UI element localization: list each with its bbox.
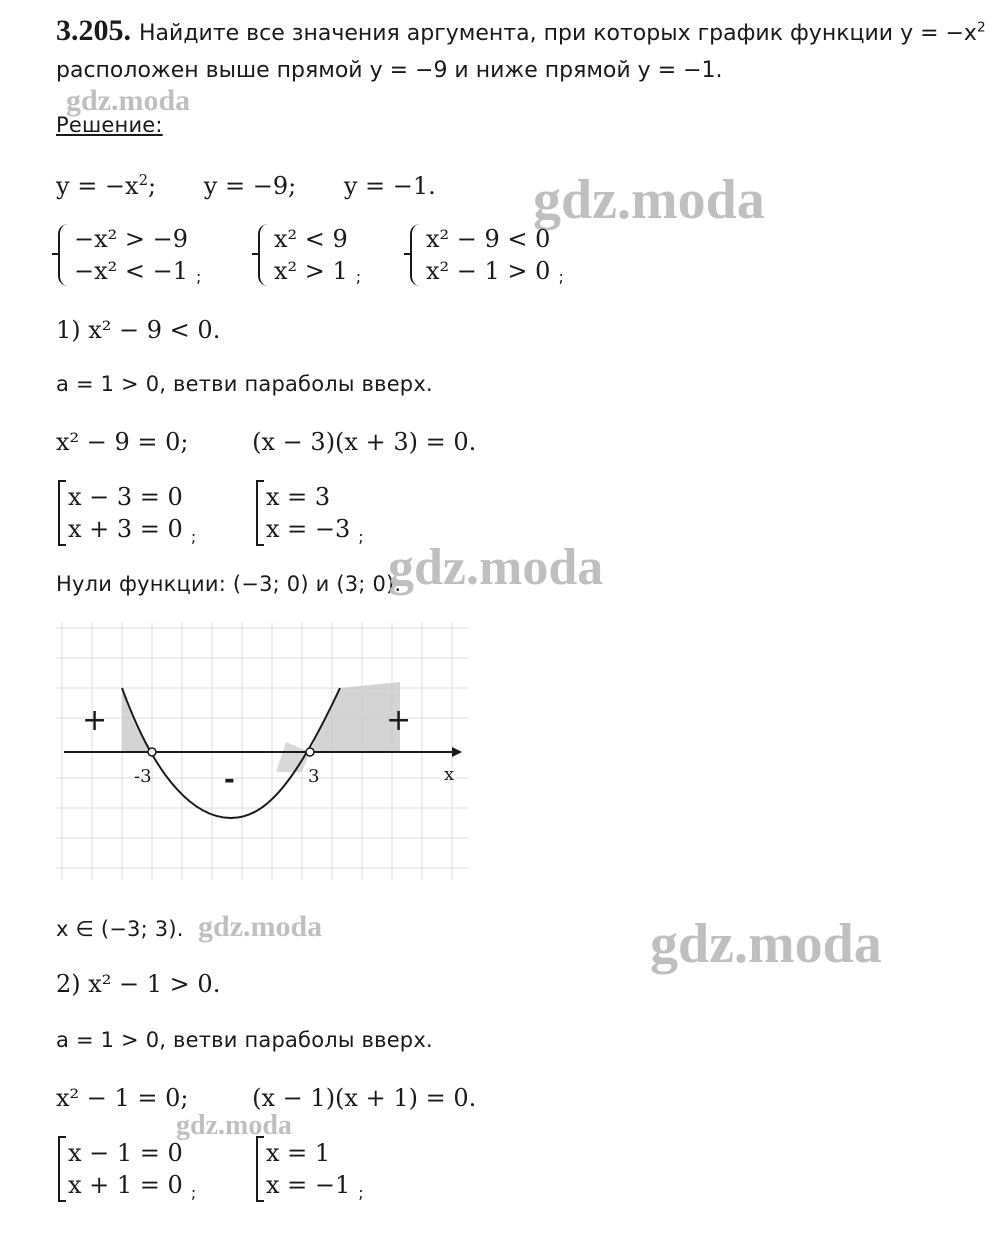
part2-factored: (x − 1)(x + 1) = 0. [252, 1084, 477, 1112]
set-row: x − 1 = 0 [68, 1139, 183, 1167]
watermark: gdz.moda [533, 169, 765, 231]
part1-title: 1) x² − 9 < 0. [56, 316, 221, 344]
system-row: x² − 9 < 0 [426, 225, 551, 253]
bracket-icon [256, 480, 264, 546]
set-row: x = −3 [266, 515, 351, 543]
part2-equation-line [56, 1084, 476, 1112]
parabola-sign-graph [56, 622, 468, 880]
watermark: gdz.moda [66, 84, 191, 117]
solution-label: Решение: [56, 113, 163, 137]
part2-branches: a = 1 > 0, ветви параболы вверх. [56, 1028, 433, 1052]
x-axis-arrow-icon [452, 747, 462, 757]
brace-icon [258, 224, 272, 286]
brace-icon [58, 224, 72, 286]
system-3 [410, 224, 564, 286]
set-row: x = 3 [266, 483, 331, 511]
tick-label-left: -3 [134, 766, 152, 787]
function-3: y = −1. [343, 172, 436, 200]
system-row: −x² > −9 [74, 225, 189, 253]
function-2: y = −9; [203, 172, 297, 200]
tick-label-right: 3 [308, 766, 320, 787]
set-row: x + 1 = 0 [68, 1171, 183, 1199]
part1-branches: a = 1 > 0, ветви параболы вверх. [56, 372, 433, 396]
set-row: x = 1 [266, 1139, 331, 1167]
part1-equation-line [56, 428, 476, 456]
minus-sign: - [224, 765, 235, 795]
zero-point-right [306, 748, 314, 756]
set-sep: ; [358, 1183, 364, 1202]
watermark: gdz.moda [176, 1110, 292, 1141]
problem-number: 3.205. [56, 14, 131, 47]
watermark: gdz.moda [650, 913, 882, 975]
set-sep: ; [190, 527, 197, 546]
system-sep: ; [558, 267, 564, 286]
set-row: x + 3 = 0 [68, 515, 183, 543]
brace-icon [410, 224, 424, 286]
system-2 [258, 224, 361, 286]
part2-equation: x² − 1 = 0; [56, 1084, 189, 1112]
bracket-icon [58, 1136, 66, 1202]
system-1 [58, 224, 201, 286]
part2-set-b [256, 1136, 364, 1202]
problem-line-1 [56, 14, 986, 48]
watermark: gdz.moda [388, 539, 604, 596]
zero-point-left [148, 748, 156, 756]
function-1-exp: 2 [138, 171, 149, 189]
axis-label-x: x [444, 764, 455, 785]
system-row: x² > 1 [274, 257, 348, 285]
plus-right: + [386, 703, 412, 738]
part1-equation: x² − 9 = 0; [56, 428, 189, 456]
part1-zeros: Нули функции: (−3; 0) и (3; 0). [56, 572, 402, 596]
part1-set-a [58, 480, 196, 546]
function-1: y = −x [56, 172, 139, 200]
bracket-icon [256, 1136, 264, 1202]
watermark: gdz.moda [198, 910, 323, 943]
function-1-sep: ; [148, 172, 157, 200]
system-sep: ; [355, 267, 362, 286]
bracket-icon [58, 480, 66, 546]
system-row: x² − 1 > 0 [426, 257, 551, 285]
system-row: −x² < −1 [74, 257, 189, 285]
part1-factored: (x − 3)(x + 3) = 0. [252, 428, 477, 456]
set-sep: ; [358, 527, 364, 546]
problem-text-2: расположен выше прямой y = −9 и ниже прямой y = −1. [56, 58, 723, 83]
system-row: x² < 9 [274, 225, 348, 253]
plus-left: + [82, 703, 108, 738]
problem-exponent: 2 [976, 19, 986, 36]
set-row: x = −1 [266, 1171, 351, 1199]
system-sep: ; [196, 267, 202, 286]
set-sep: ; [190, 1183, 197, 1202]
part1-answer: x ∈ (−3; 3). [56, 917, 184, 941]
set-row: x − 3 = 0 [68, 483, 183, 511]
part2-title: 2) x² − 1 > 0. [56, 970, 221, 998]
part1-set-b [256, 480, 364, 546]
problem-text-1: Найдите все значения аргумента, при которых график функции y = −x [139, 21, 977, 46]
part2-set-a [58, 1136, 196, 1202]
functions-line [56, 172, 436, 200]
